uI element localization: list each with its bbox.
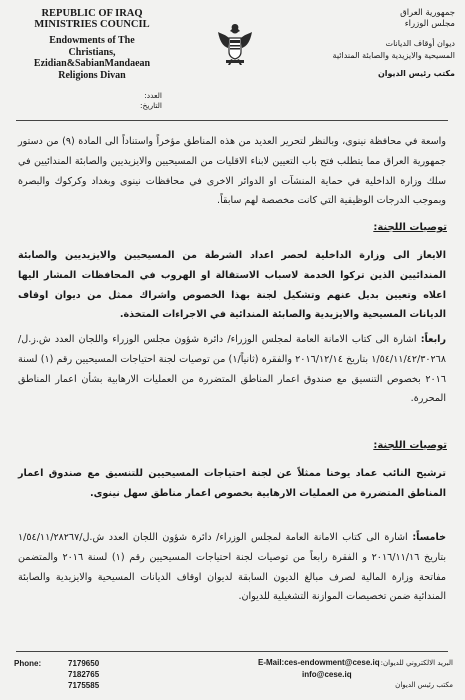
country-name: REPUBLIC OF IRAQ	[41, 8, 143, 19]
item5-paragraph	[18, 528, 446, 607]
item4-body: اشارة الى كتاب الامانة العامة لمجلس الوزراء/ دائرة شؤون مجلس الوزراء واللجان العدد ش.ز.ل/١/٥٤/١١/٤٢/٣٠٢٦٨ بتاريخ ٢٠١٦/١٢/١٤ والفقرة (ثانياً/١) من توصيات لجنة احتياجات المسيحيين رقم (١) لسنة ٢٠١٦ بخصوص التنسيق مع صندوق اعمار المناطق المتضررة من العمليات الارهابية بشأن اعمار المناطق المحررة.	[18, 334, 446, 405]
intro-paragraph: واسعة في محافظة نينوى، وبالنظر لتحرير العديد من هذه المناطق مؤخراً واستناداً الى المادة (٩) من دستور جمهورية العراق مما يتطلب فتح باب التعيين لابناء الاقليات من المسيحيين والايزيديين والصابئة المندائيين في سلك وزارة الداخلية في حماية المنشآت او الدوائر الاخرى في محافظات نينوى وبغداد وكركوك والبصرة وبموجب الدرجات الوظيفية التي كانت مخصصة لهم سابقاً.	[18, 136, 446, 207]
ar-divan-name-line1: ديوان أوقاف الديانات	[385, 39, 455, 48]
ar-email-label: البريد الالكتروني للديوان:	[380, 659, 453, 667]
ar-office-name: مكتب رئيس الديوان	[377, 69, 455, 78]
divan-name-line3: Religions Divan	[58, 69, 126, 81]
english-letterhead	[12, 8, 172, 81]
phone-number: 7179650	[68, 659, 100, 668]
ar-footer-office: مكتب رئيس الديوان	[395, 681, 453, 689]
footer-phones	[14, 658, 99, 691]
divan-name-line2: Christians, Ezidian&SabianMandaean	[33, 46, 151, 69]
email-address[interactable]: E-Mail:ces-endowment@cese.iq	[258, 658, 380, 667]
section2-heading: توصيات اللجنة:	[373, 440, 447, 451]
footer-contacts	[258, 657, 380, 681]
item5-label: خامساً:	[412, 532, 446, 543]
item4-paragraph	[18, 330, 446, 409]
ar-divan-name-line2: المسيحية والايزيدية والصابئة المندائية	[332, 51, 455, 60]
ar-council-name: مجلس الوزراء	[404, 19, 455, 29]
arabic-letterhead	[275, 8, 455, 80]
item4-label: رابعاً:	[420, 334, 446, 345]
ar-country-name: جمهورية العراق	[400, 8, 455, 18]
footer-arabic	[381, 657, 453, 691]
phone-number: 7175585	[68, 681, 100, 690]
divan-name-line1: Endowments of The	[49, 35, 135, 46]
header-divider	[16, 120, 448, 121]
number-label: العدد:	[144, 91, 162, 100]
council-name: MINISTRIES COUNCIL	[34, 19, 150, 30]
date-label: التاريخ:	[140, 101, 162, 110]
section1-body: الايعاز الى وزارة الداخلية لحصر اعداد الشرطة من المسيحيين والايزيديين والصابئة المندائيين الذين تركوا الخدمة لاسباب الاستقالة او الهروب في المحافظات المشار اليها اعلاه وتعيين بديل عنهم وتشكيل لجنة بهذا الخصوص واشراك ممثل من ديوان اوقاف الديانات المسيحية والايزيدية والصابئة المندائية في الاجراءات المتخذة.	[18, 250, 446, 321]
phone-label: Phone:	[14, 659, 42, 668]
section2-body: ترشيح النائب عماد يوخنا ممثلاً عن لجنة احتياجات المسيحيين للتنسيق مع صندوق اعمار المناطق المتضررة من العمليات الارهابية بخصوص اعمار مناطق سهل نينوى.	[18, 468, 446, 499]
footer-divider	[16, 651, 448, 652]
phone-number: 7182765	[68, 670, 100, 679]
reference-fields	[92, 91, 162, 111]
section1-heading: توصيات اللجنة:	[373, 222, 447, 233]
iraq-eagle-emblem-icon	[214, 18, 256, 70]
website-address[interactable]: info@cese.iq	[302, 670, 352, 679]
item5-body: اشارة الى كتاب الامانة العامة لمجلس الوزراء/ دائرة شؤون اللجان العدد ش.ل/١/٥٤/١١/٢٨٢٦٧ بتاريخ ٢٠١٦/١١/١٦ و الفقرة رابعاً من توصيات لجنة احتياجات المسيحيين رقم (١) لسنة ٢٠١٦ والمتضمن مفاتحة وزارة المالية لصرف مبالغ الديون السابقة لديوان اوقاف الديانات المسيحية والايزيدية والصابئة المندائية ضمن تخصيصات الموازنة التشغيلية للديوان.	[18, 532, 446, 603]
